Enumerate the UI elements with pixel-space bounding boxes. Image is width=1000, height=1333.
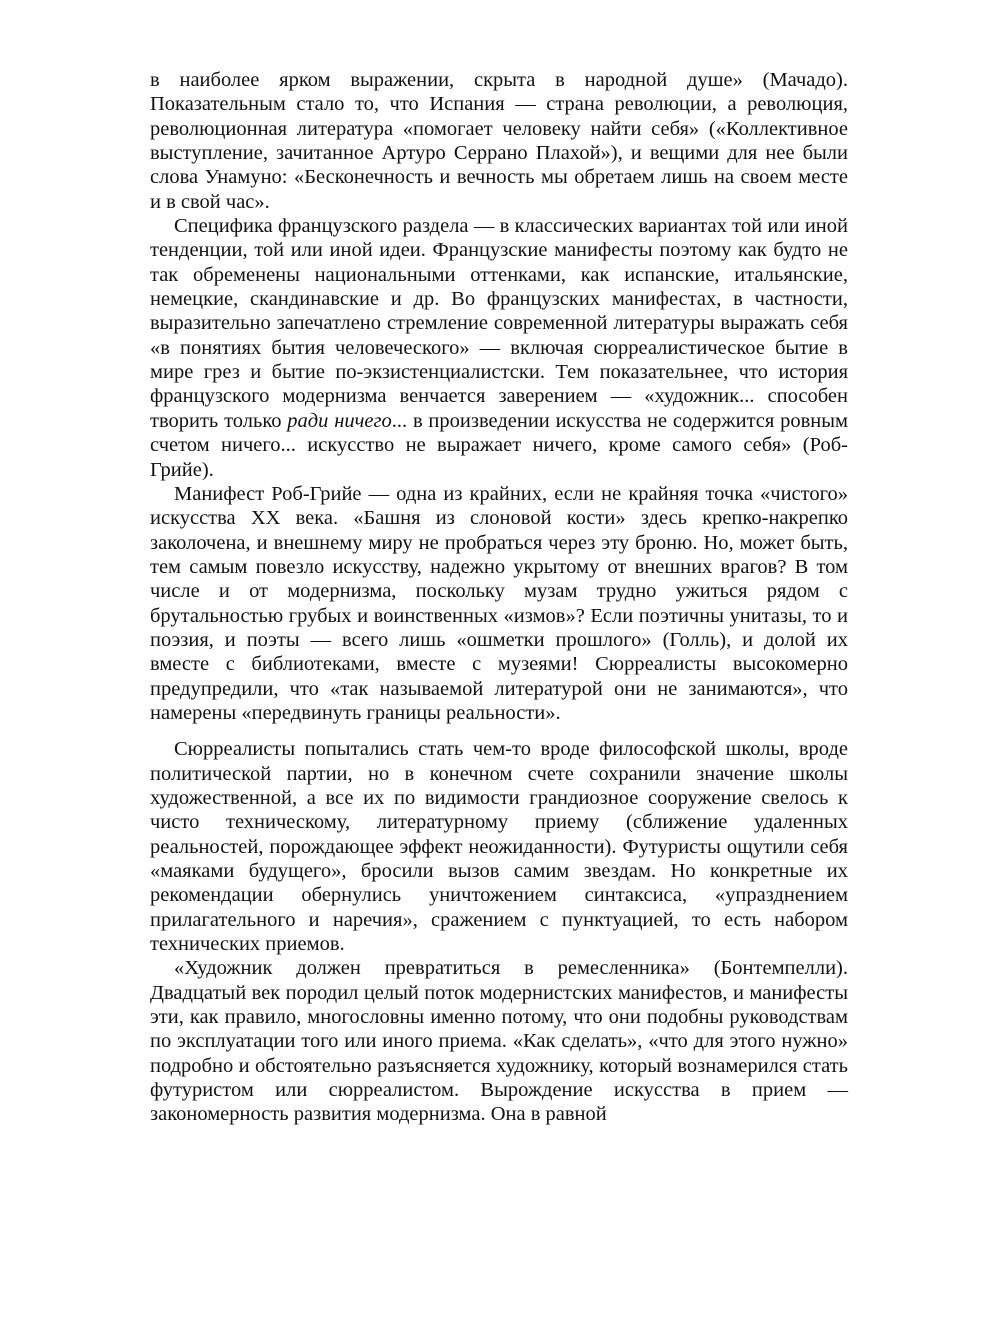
- page-text: [150, 68, 848, 1127]
- paragraph-1: в наиболее ярком выражении, скрыта в народной душе» (Мачадо). Показательным стало то, что Испания — страна революции, а революция, революционная литература «помогает человеку найти себя» («Коллективное выступление, зачитанное Артуро Серрано Плахой»), и вещими для нее были слова Унамуно: «Бесконечность и вечность мы обретаем лишь на своем месте и в свой час».: [150, 69, 848, 213]
- paragraph-2-part-1: Специфика французского раздела — в классических вариантах той или иной тенденции, той или иной идеи. Французские манифесты поэтому как будто не так обременены национальными оттенками, как испанские, итальянские, немецкие, скандинавские и др. Во французских манифестах, в частности, выразительно запечатлено стремление современной литературы выражать себя «в понятиях бытия человеческого» — включая сюрреалистическое бытие в мире грез и бытие по-экзистенциалистски. Тем показательнее, что история французского модернизма венчается заверением — «художник... способен творить только: [150, 215, 848, 432]
- paragraph-2: [150, 214, 848, 482]
- paragraph-2-italic: ради ничего: [287, 409, 392, 432]
- paragraph-4: Сюрреалисты попытались стать чем-то вроде философской школы, вроде политической партии, но в конечном счете сохранили значение школы художественной, а все их по видимости грандиозное сооружение свелось к чисто техническому, литературному приему (сближение удаленных реальностей, порождающее эффект неожиданности). Футуристы ощутили себя «маяками будущего», бросили вызов самим звездам. Но конкретные их рекомендации обернулись уничтожением синтаксиса, «упразднением прилагательного и наречия», сражением с пунктуацией, то есть набором технических приемов.: [150, 738, 848, 956]
- paragraph-5: «Художник должен превратиться в ремесленника» (Бонтемпелли). Двадцатый век породил целый поток модернистских манифестов, и манифесты эти, как правило, многословны именно потому, что они подобны руководствам по эксплуатации того или иного приема. «Как сделать», «что для этого нужно» подробно и обстоятельно разъясняется художнику, который вознамерился стать футуристом или сюрреалистом. Вырождение искусства в прием — закономерность развития модернизма. Она в равной: [150, 957, 848, 1126]
- paragraph-2-part-2: ... в произведении искусства не содержится ровным счетом ничего... искусство не выражает ничего, кроме самого себя» (Роб-Грийе).: [150, 409, 848, 481]
- paragraph-3: Манифест Роб-Грийе — одна из крайних, если не крайняя точка «чистого» искусства XX века. «Башня из слоновой кости» здесь крепко-накрепко заколочена, и внешнему миру не пробраться через эту броню. Но, может быть, тем самым повезло искусству, надежно укрытому от внешних врагов? В том числе и от модернизма, поскольку музам трудно ужиться рядом с брутальностью грубых и воинственных «измов»? Если поэтичны унитазы, то и поэзия, и поэты — всего лишь «ошметки прошлого» (Голль), и долой их вместе с библиотеками, вместе с музеями! Сюрреалисты высокомерно предупредили, что «так называемой литературой они не занимаются», что намерены «передвинуть границы реальности».: [150, 482, 848, 724]
